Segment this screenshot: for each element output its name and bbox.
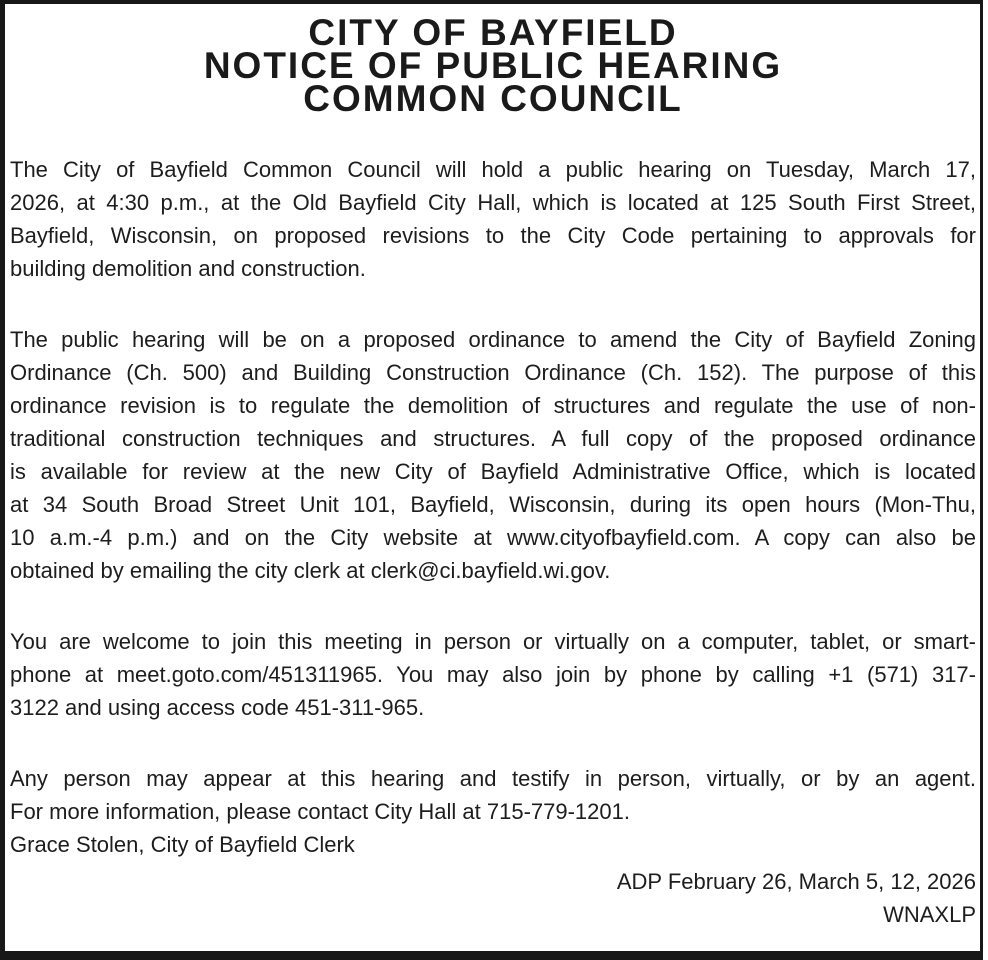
- publication-footer: [10, 865, 976, 931]
- body-line: traditional construction techniques and structures. A full copy of the proposed ordinance: [10, 426, 976, 451]
- body-line: is available for review at the new City of Bayfield Administrative Office, which is located: [10, 459, 976, 484]
- body-line: 2026, at 4:30 p.m., at the Old Bayfield City Hall, which is located at 125 South First Street,: [10, 190, 976, 215]
- body-line: building demolition and construction.: [10, 256, 366, 281]
- title-line-notice: NOTICE OF PUBLIC HEARING: [203, 45, 783, 86]
- publication-dates: ADP February 26, March 5, 12, 2026: [616, 869, 976, 894]
- title-line-city: CITY OF BAYFIELD: [308, 12, 678, 53]
- paragraph-hearing-announcement: [10, 153, 976, 285]
- body-line: ordinance revision is to regulate the demolition of structures and regulate the use of non-: [10, 393, 976, 418]
- paragraph-virtual-meeting: [10, 625, 976, 724]
- title-line-council: COMMON COUNCIL: [303, 78, 683, 119]
- body-line: at 34 South Broad Street Unit 101, Bayfield, Wisconsin, during its open hours (Mon-Thu,: [10, 492, 976, 517]
- body-line: 3122 and using access code 451-311-965.: [10, 695, 425, 720]
- body-line: The City of Bayfield Common Council will hold a public hearing on Tuesday, March 17,: [10, 157, 976, 182]
- body-line: 10 a.m.-4 p.m.) and on the City website at www.cityofbayfield.com. A copy can also be: [10, 525, 976, 550]
- body-line: You are welcome to join this meeting in person or virtually on a computer, tablet, or smart-: [10, 629, 976, 654]
- body-line: The public hearing will be on a proposed ordinance to amend the City of Bayfield Zoning: [10, 327, 976, 352]
- body-line: Ordinance (Ch. 500) and Building Construction Ordinance (Ch. 152). The purpose of this: [10, 360, 976, 385]
- body-line: obtained by emailing the city clerk at clerk@ci.bayfield.wi.gov.: [10, 558, 611, 583]
- body-line: phone at meet.goto.com/451311965. You may also join by phone by calling +1 (571) 317-: [10, 662, 976, 687]
- clerk-signature-line: Grace Stolen, City of Bayfield Clerk: [10, 832, 355, 857]
- paragraph-ordinance-details: [10, 323, 976, 587]
- wnaxlp-code: WNAXLP: [883, 902, 976, 927]
- body-line: For more information, please contact City Hall at 715-779-1201.: [10, 799, 630, 824]
- paragraph-testify-contact: [10, 762, 976, 861]
- notice-title: [10, 12, 976, 119]
- body-line: Bayfield, Wisconsin, on proposed revisions to the City Code pertaining to approvals for: [10, 223, 976, 248]
- body-line: Any person may appear at this hearing and testify in person, virtually, or by an agent.: [10, 766, 976, 791]
